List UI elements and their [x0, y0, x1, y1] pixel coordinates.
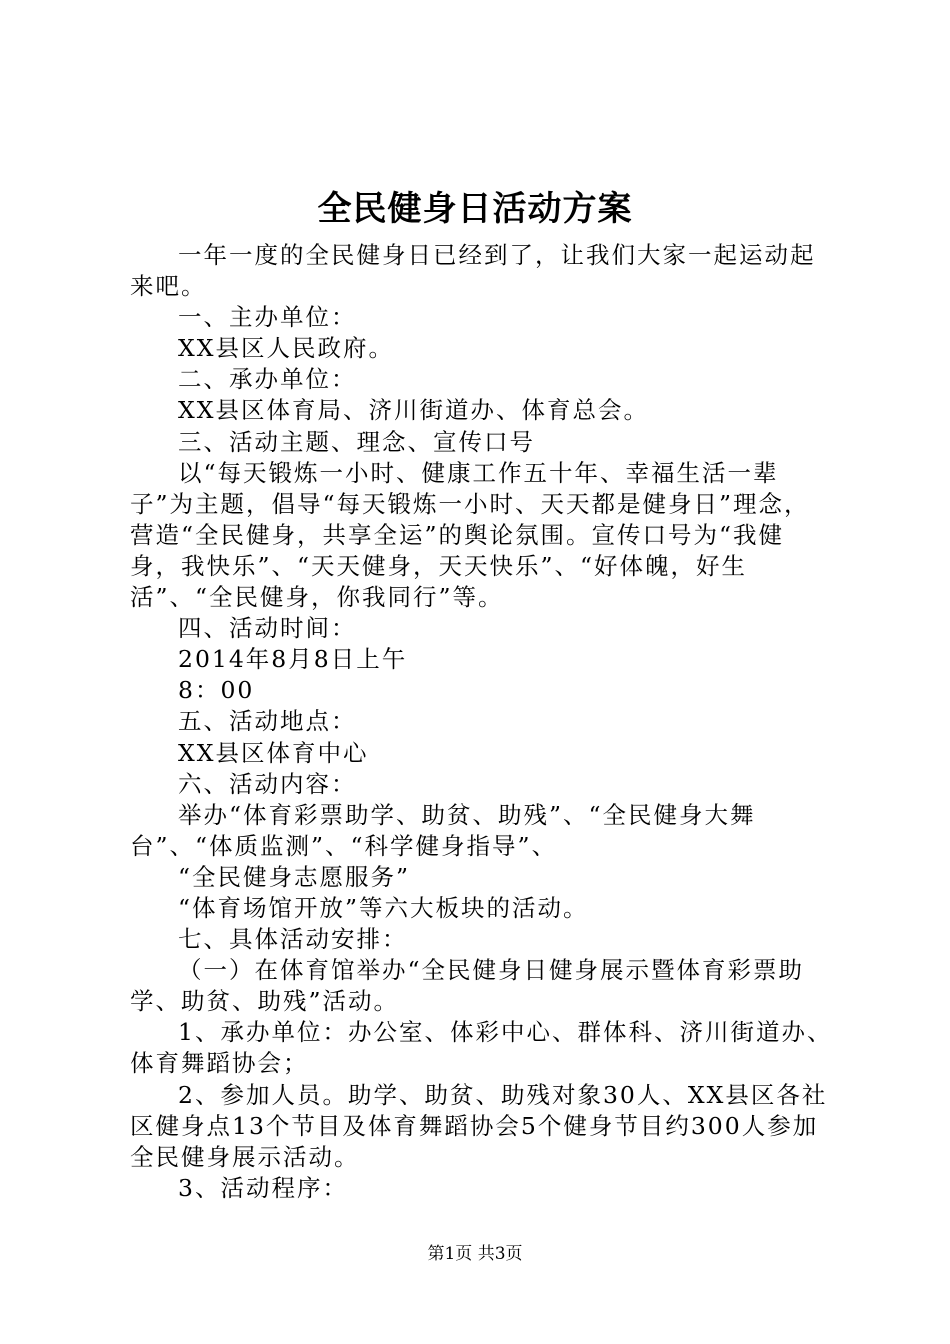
paragraph: 一、主办单位：	[178, 303, 357, 332]
paragraph: 一年一度的全民健身日已经到了，让我们大家一起运动起来吧。	[130, 241, 816, 301]
paragraph: 举办“体育彩票助学、助贫、助残”、“全民健身大舞台”、“体质监测”、“科学健身指导”、	[130, 800, 756, 860]
paragraph: XX县区体育中心	[178, 738, 369, 767]
paragraph: 8：00	[178, 676, 255, 705]
paragraph: 二、承办单位：	[178, 365, 357, 394]
paragraph: 2、参加人员。助学、助贫、助残对象30人、XX县区各社区健身点13个节目及体育舞蹈协会5个健身节目约300人参加全民健身展示活动。	[130, 1080, 828, 1171]
document-title: 全民健身日活动方案	[317, 189, 633, 229]
paragraph: （一）在体育馆举办“全民健身日健身展示暨体育彩票助学、助贫、助残”活动。	[130, 956, 805, 1016]
paragraph: 以“每天锻炼一小时、健康工作五十年、幸福生活一辈子”为主题，倡导“每天锻炼一小时、天天都是健身日”理念，营造“全民健身，共享全运”的舆论氛围。宣传口号为“我健身，我快乐”、“天天健身，天天快乐”、“好体魄，好生活”、“全民健身，你我同行”等。	[130, 458, 810, 612]
paragraph: “全民健身志愿服务”	[178, 862, 411, 891]
paragraph: 3、活动程序：	[178, 1173, 348, 1202]
page-footer: 第1页 共3页	[427, 1244, 523, 1264]
paragraph: 1、承办单位：办公室、体彩中心、群体科、济川街道办、体育舞蹈协会；	[130, 1018, 833, 1078]
paragraph: XX县区人民政府。	[178, 334, 394, 363]
paragraph: 六、活动内容：	[178, 769, 357, 798]
paragraph: 2014年8月8日上午	[178, 645, 408, 674]
paragraph: 五、活动地点：	[178, 707, 357, 736]
paragraph: 四、活动时间：	[178, 614, 357, 643]
document-body	[130, 240, 835, 1204]
paragraph: “体育场馆开放”等六大板块的活动。	[178, 893, 589, 922]
paragraph: 三、活动主题、理念、宣传口号	[178, 427, 535, 456]
paragraph: 七、具体活动安排：	[178, 925, 408, 954]
paragraph: XX县区体育局、济川街道办、体育总会。	[178, 396, 649, 425]
